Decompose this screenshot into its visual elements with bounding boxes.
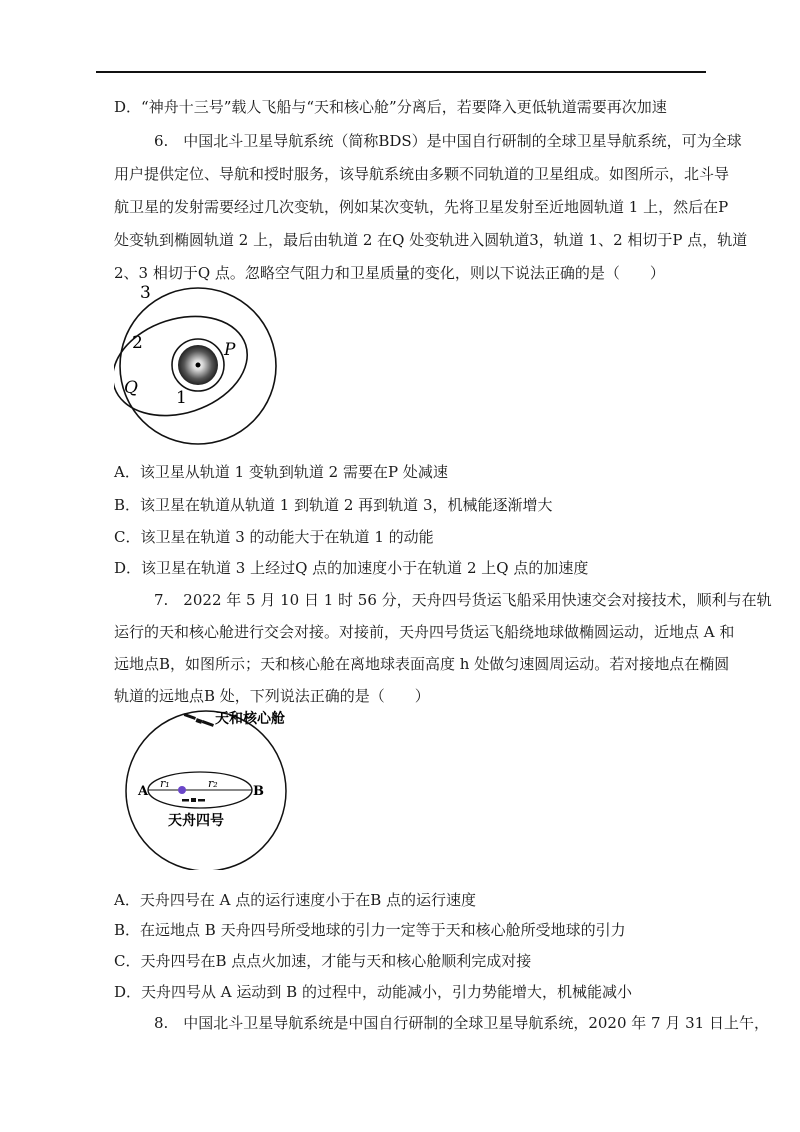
q8-text-line-1: 8. 中国北斗卫星导航系统是中国自行研制的全球卫星导航系统，2020 年 7 月 31 日上午， — [154, 1014, 769, 1032]
orbit-2-label: 2 — [132, 333, 143, 353]
q7-text-line-1: 7. 2022 年 5 月 10 日 1 时 56 分，天舟四号货运飞船采用快速交会对接技术，顺利与在轨 — [154, 591, 772, 609]
q7-text-line-4: 轨道的远地点B 处，下列说法正确的是（ ） — [114, 687, 430, 705]
q7-text-line-2: 运行的天和核心舱进行交会对接。对接前，天舟四号货运飞船绕地球做椭圆运动，近地点 A 和 — [114, 623, 735, 641]
tianzhou-ship-icon — [182, 798, 205, 802]
tianhe-label: 天和核心舱 — [215, 711, 285, 727]
q6-text-line-5: 2、3 相切于Q 点。忽略空气阻力和卫星质量的变化，则以下说法正确的是（ ） — [114, 264, 665, 282]
tianzhou-label: 天舟四号 — [168, 813, 224, 829]
previous-option-d: D．“神舟十三号”载人飞船与“天和核心舱”分离后，若要降入更低轨道需要再次加速 — [114, 98, 667, 116]
point-q-label: Q — [124, 378, 138, 398]
q6-text-line-3: 航卫星的发射需要经过几次变轨，例如某次变轨，先将卫星发射至近地圆轨道 1 上，然后在P — [114, 198, 729, 216]
orbit-1-label: 1 — [176, 388, 187, 408]
q7-option-c: C．天舟四号在B 点点火加速，才能与天和核心舱顺利完成对接 — [114, 952, 532, 970]
q6-option-d: D．该卫星在轨道 3 上经过Q 点的加速度小于在轨道 2 上Q 点的加速度 — [114, 559, 589, 577]
q6-text-line-4: 处变轨到椭圆轨道 2 上，最后由轨道 2 在Q 处变轨进入圆轨道3，轨道 1、2 相切于P 点，轨道 — [114, 231, 748, 249]
q6-orbit-figure — [114, 280, 294, 450]
point-p-label: P — [224, 340, 236, 360]
q6-option-c: C．该卫星在轨道 3 的动能大于在轨道 1 的动能 — [114, 528, 434, 546]
earth-center-dot — [196, 363, 201, 368]
earth-dot — [178, 786, 186, 794]
q6-option-a: A．该卫星从轨道 1 变轨到轨道 2 需要在P 处减速 — [114, 463, 448, 481]
q7-docking-figure — [110, 705, 310, 870]
q7-option-d: D．天舟四号从 A 运动到 B 的过程中，动能减小，引力势能增大，机械能减小 — [114, 983, 632, 1001]
q6-option-b: B．该卫星在轨道从轨道 1 到轨道 2 再到轨道 3，机械能逐渐增大 — [114, 496, 553, 514]
q7-option-a: A．天舟四号在 A 点的运行速度小于在B 点的运行速度 — [114, 891, 476, 909]
point-b-label: B — [253, 784, 264, 799]
point-a-label: A — [138, 784, 149, 799]
r2-label: r₂ — [208, 777, 218, 790]
q6-text-line-1: 6. 中国北斗卫星导航系统（简称BDS）是中国自行研制的全球卫星导航系统，可为全球 — [154, 132, 742, 150]
header-rule — [96, 71, 706, 73]
q6-text-line-2: 用户提供定位、导航和授时服务，该导航系统由多颗不同轨道的卫星组成。如图所示，北斗导 — [114, 165, 730, 183]
r1-label: r₁ — [160, 777, 170, 790]
q7-option-b: B．在远地点 B 天舟四号所受地球的引力一定等于天和核心舱所受地球的引力 — [114, 921, 626, 939]
orbit-3-label: 3 — [140, 283, 151, 303]
q7-text-line-3: 远地点B，如图所示；天和核心舱在离地球表面高度 h 处做匀速圆周运动。若对接地点在椭圆 — [114, 655, 730, 673]
tianhe-module-icon — [184, 713, 214, 727]
